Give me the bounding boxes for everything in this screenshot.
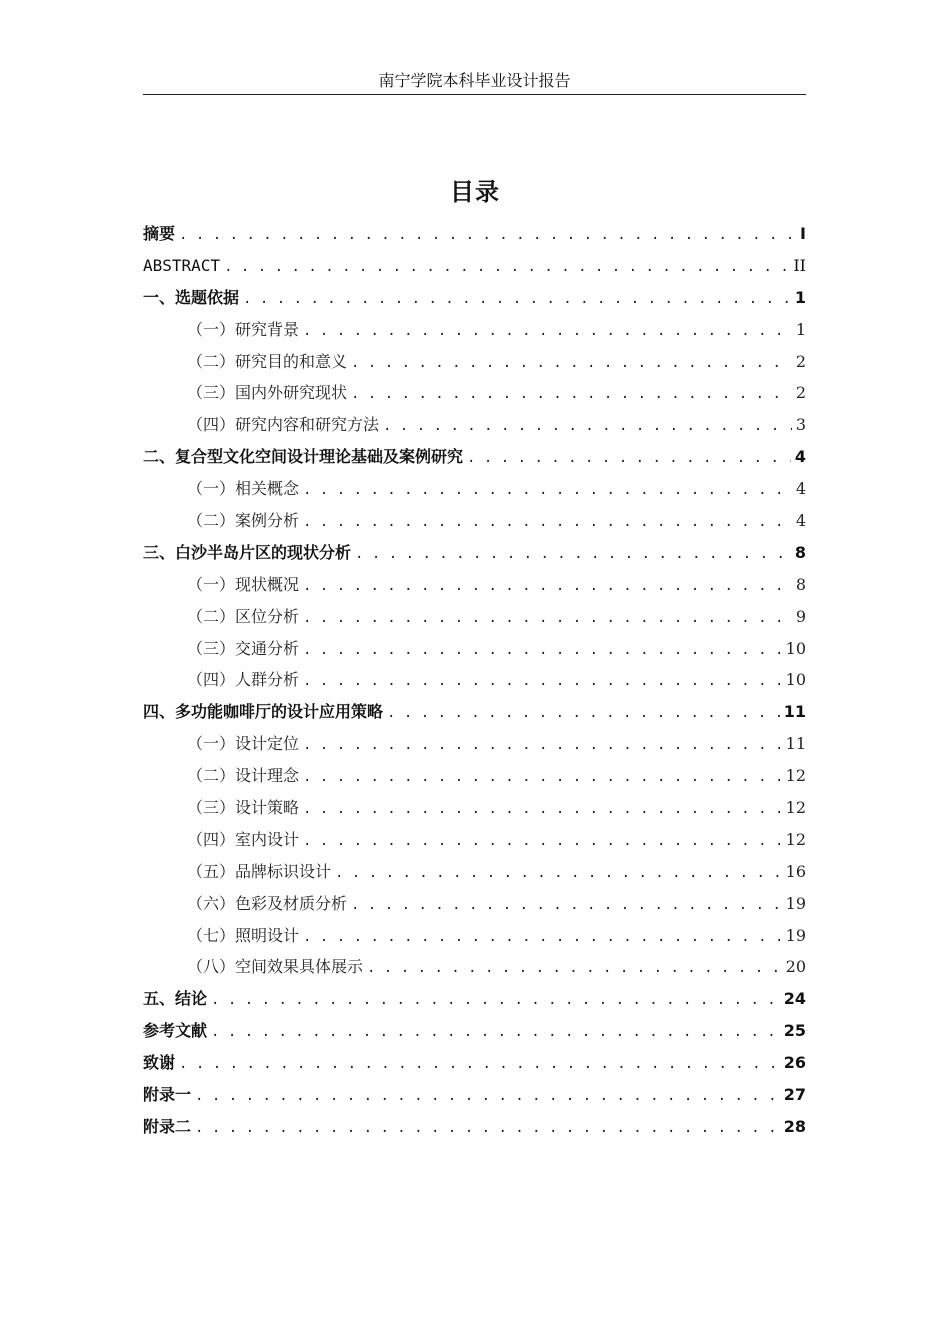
toc-entry-label: （二）案例分析 — [187, 511, 300, 531]
toc-dot-leader — [303, 635, 782, 667]
toc-entry[interactable] — [143, 537, 806, 569]
toc-entry[interactable] — [143, 1111, 806, 1143]
toc-dot-leader — [351, 890, 782, 922]
toc-entry-page-number: 2 — [795, 383, 806, 403]
toc-entry-label: （三）交通分析 — [187, 638, 300, 658]
toc-entry-label: 致谢 — [143, 1053, 176, 1073]
toc-entry[interactable] — [143, 346, 806, 378]
toc-entry-label: 附录二 — [143, 1116, 192, 1136]
toc-entry[interactable] — [143, 1079, 806, 1111]
toc-entry[interactable] — [143, 569, 806, 601]
toc-entry[interactable] — [143, 983, 806, 1015]
toc-entry[interactable] — [143, 250, 806, 282]
toc-entry-page-number: 20 — [785, 957, 806, 977]
toc-entry-label: （四）研究内容和研究方法 — [187, 415, 380, 435]
toc-entry-label: （二）研究目的和意义 — [187, 351, 348, 371]
toc-entry[interactable] — [143, 760, 806, 792]
toc-dot-leader — [303, 603, 792, 635]
toc-dot-leader — [351, 379, 792, 411]
toc-entry[interactable] — [143, 856, 806, 888]
toc-dot-leader — [335, 858, 782, 890]
toc-entry[interactable] — [143, 377, 806, 409]
toc-entry-page-number: 3 — [795, 415, 806, 435]
toc-entry[interactable] — [143, 1047, 806, 1079]
toc-dot-leader — [303, 922, 782, 954]
toc-entry[interactable] — [143, 920, 806, 952]
toc-entry[interactable] — [143, 441, 806, 473]
toc-dot-leader — [355, 539, 791, 571]
toc-dot-leader — [303, 316, 792, 348]
toc-entry[interactable] — [143, 664, 806, 696]
toc-entry[interactable] — [143, 951, 806, 983]
toc-entry-page-number: 1 — [795, 319, 806, 339]
toc-dot-leader — [303, 571, 792, 603]
toc-entry[interactable] — [143, 282, 806, 314]
toc-entry[interactable] — [143, 824, 806, 856]
toc-entry[interactable] — [143, 1015, 806, 1047]
toc-dot-leader — [179, 1049, 780, 1081]
toc-entry-label: 四、多功能咖啡厅的设计应用策略 — [143, 702, 384, 722]
toc-dot-leader — [303, 826, 782, 858]
toc-entry-page-number: 19 — [785, 925, 806, 945]
toc-entry-page-number: 4 — [794, 447, 806, 467]
toc-dot-leader — [303, 762, 782, 794]
toc-dot-leader — [303, 666, 782, 698]
toc-dot-leader — [303, 730, 782, 762]
page-header: 南宁学院本科毕业设计报告 — [143, 68, 806, 95]
toc-entry[interactable] — [143, 505, 806, 537]
toc-entry-page-number: II — [793, 255, 806, 275]
toc-entry-page-number: 12 — [785, 766, 806, 786]
toc-entry-label: （五）品牌标识设计 — [187, 861, 332, 881]
toc-dot-leader — [467, 443, 791, 475]
toc-entry[interactable] — [143, 633, 806, 665]
toc-entry-page-number: 19 — [785, 893, 806, 913]
toc-entry[interactable] — [143, 888, 806, 920]
toc-entry-page-number: 4 — [795, 511, 806, 531]
toc-entry-label: 二、复合型文化空间设计理论基础及案例研究 — [143, 447, 464, 467]
toc-entry[interactable] — [143, 473, 806, 505]
toc-entry-label: （六）色彩及材质分析 — [187, 893, 348, 913]
toc-entry-page-number: 27 — [783, 1085, 806, 1105]
toc-entry-page-number: 9 — [795, 606, 806, 626]
toc-entry-page-number: 8 — [794, 542, 806, 562]
toc-title: 目录 — [450, 178, 500, 206]
toc-entry-page-number: 11 — [783, 702, 806, 722]
toc-entry-page-number: 10 — [785, 670, 806, 690]
toc-entry-label: 五、结论 — [143, 989, 208, 1009]
toc-entry-page-number: 28 — [783, 1116, 806, 1136]
toc-dot-leader — [195, 1113, 780, 1145]
toc-entry[interactable] — [143, 409, 806, 441]
toc-dot-leader — [303, 475, 792, 507]
toc-entry-label: （八）空间效果具体展示 — [187, 957, 364, 977]
toc-entry[interactable] — [143, 601, 806, 633]
toc-entry-page-number: 8 — [795, 574, 806, 594]
toc-entry[interactable] — [143, 792, 806, 824]
toc-entry-label: （一）研究背景 — [187, 319, 300, 339]
toc-dot-leader — [383, 411, 792, 443]
toc-entry-page-number: I — [800, 224, 806, 243]
toc-dot-leader — [211, 985, 780, 1017]
toc-entry-page-number: 16 — [785, 861, 806, 881]
toc-entry-page-number: 24 — [783, 989, 806, 1009]
toc-entry-label: 一、选题依据 — [143, 287, 240, 307]
toc-entry-label: （二）区位分析 — [187, 606, 300, 626]
toc-entry-label: 摘要 — [143, 224, 176, 243]
toc-entry-label: ABSTRACT — [143, 255, 221, 275]
toc-entry-label: 附录一 — [143, 1085, 192, 1105]
toc-entry-page-number: 10 — [785, 638, 806, 658]
toc-entry-label: （一）设计定位 — [187, 734, 300, 754]
toc-entry[interactable] — [143, 314, 806, 346]
toc-entry-label: （一）现状概况 — [187, 574, 300, 594]
toc-entry-label: （三）国内外研究现状 — [187, 383, 348, 403]
toc-dot-leader — [224, 252, 789, 284]
toc-entry[interactable] — [143, 696, 806, 728]
toc-entry-label: （二）设计理念 — [187, 766, 300, 786]
toc-dot-leader — [195, 1081, 780, 1113]
toc-entry-page-number: 12 — [785, 798, 806, 818]
toc-entry[interactable] — [143, 218, 806, 250]
toc-entry-label: （三）设计策略 — [187, 798, 300, 818]
toc-dot-leader — [303, 794, 782, 826]
toc-dot-leader — [179, 220, 796, 252]
toc-dot-leader — [211, 1017, 780, 1049]
toc-entry-page-number: 12 — [785, 829, 806, 849]
toc-entry-label: 三、白沙半岛片区的现状分析 — [143, 542, 352, 562]
toc-dot-leader — [303, 507, 792, 539]
toc-dot-leader — [367, 953, 782, 985]
toc-dot-leader — [351, 348, 792, 380]
toc-entry-page-number: 2 — [795, 351, 806, 371]
toc-dot-leader — [243, 284, 791, 316]
toc-entry-page-number: 4 — [795, 479, 806, 499]
toc-entry-page-number: 25 — [783, 1021, 806, 1041]
toc-entry-label: （四）人群分析 — [187, 670, 300, 690]
toc-dot-leader — [387, 698, 780, 730]
toc-entry-label: （四）室内设计 — [187, 829, 300, 849]
table-of-contents — [143, 218, 806, 1143]
toc-entry-page-number: 26 — [783, 1053, 806, 1073]
toc-entry[interactable] — [143, 728, 806, 760]
toc-entry-label: （七）照明设计 — [187, 925, 300, 945]
toc-entry-label: 参考文献 — [143, 1021, 208, 1041]
toc-entry-page-number: 1 — [794, 287, 806, 307]
toc-entry-page-number: 11 — [785, 734, 806, 754]
toc-entry-label: （一）相关概念 — [187, 479, 300, 499]
